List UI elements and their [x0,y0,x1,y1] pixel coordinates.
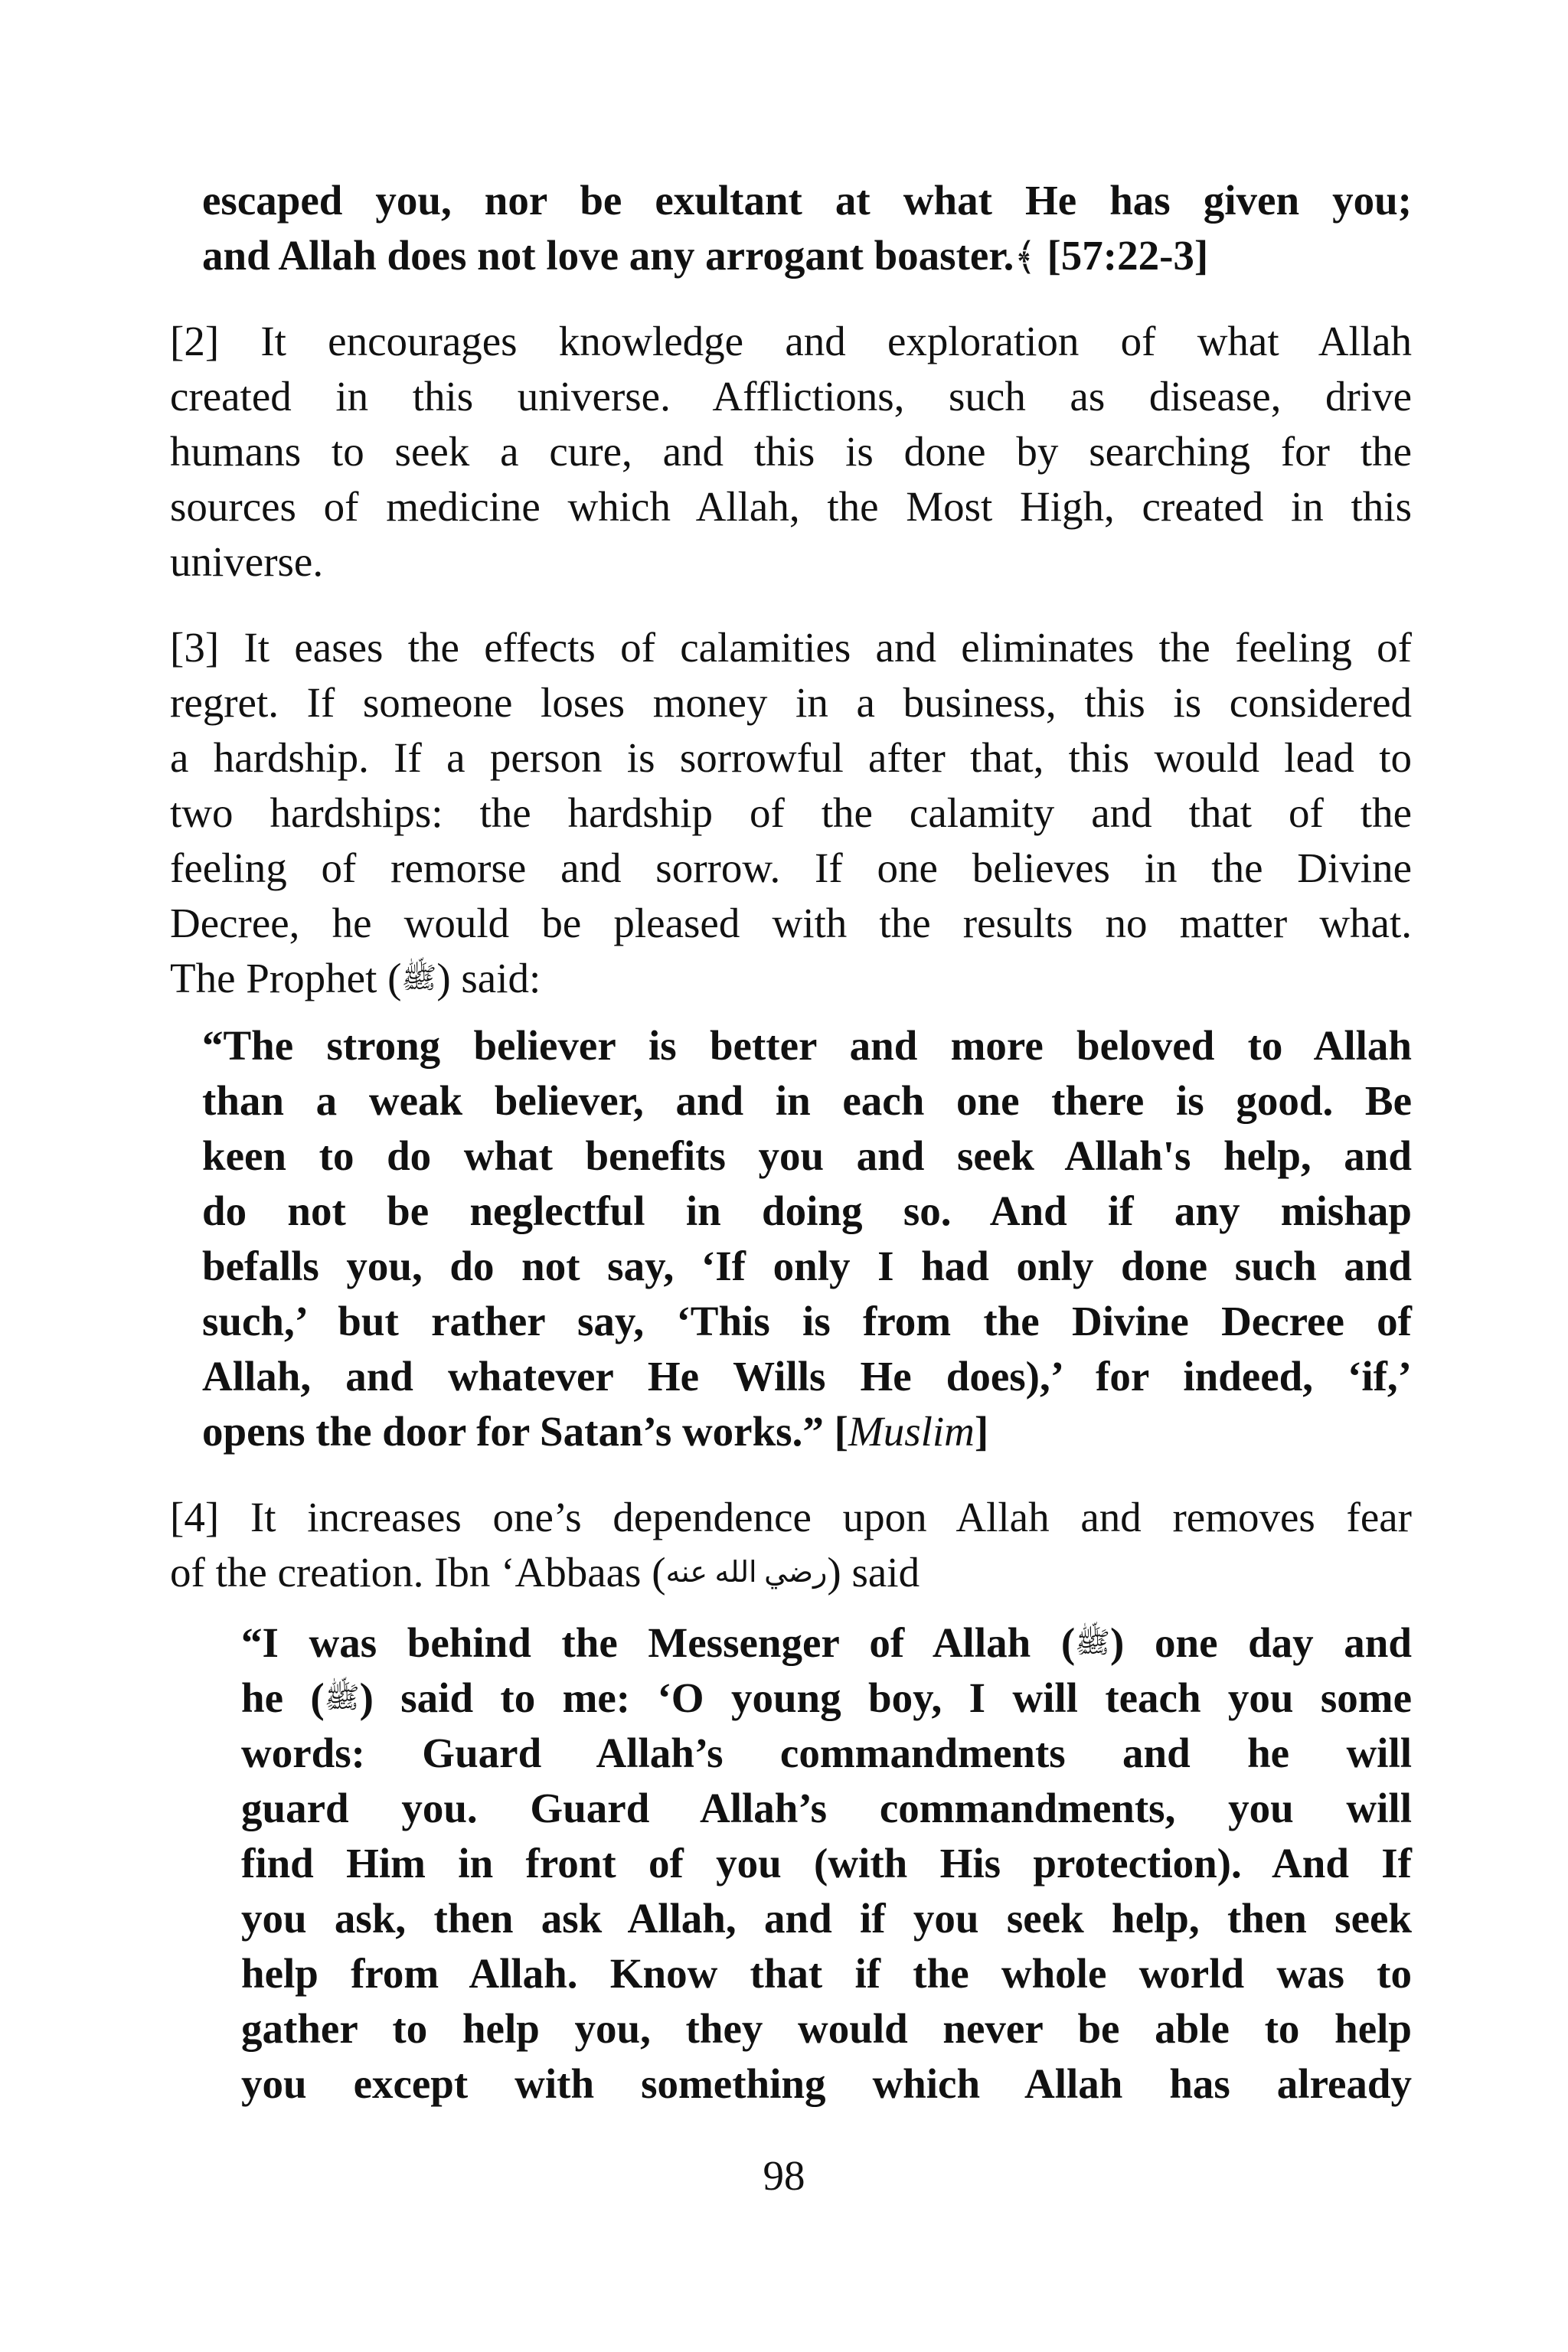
hadith2-line-2-pre: he ( [241,1674,325,1721]
hadith2-line-1 [241,1619,1412,1668]
point3-line-7 [170,954,1412,1003]
hadith2-line-3: words: Guard Allah’s commandments and he will [241,1730,1412,1776]
hadith2-line-9: you except with something which Allah has already [241,2060,1412,2107]
quran-line-2-text: and Allah does not love any arrogant boaster. [202,232,1014,279]
hadith2-line-1-pre: “I was behind the Messenger of Allah ( [241,1619,1076,1666]
hadith2-line-5: find Him in front of you (with His protection). And If [241,1840,1412,1886]
point2-line-1: [2] It encourages knowledge and exploration of what Allah [170,318,1412,364]
hadith1-source: Muslim [848,1408,975,1455]
hadith1-line-3: keen to do what benefits you and seek Allah's help, and [202,1132,1412,1179]
hadith2-line-2 [241,1674,1412,1723]
radiyallahu-honorific-icon: رضي الله عنه [665,1557,828,1589]
hadith1-line-5: befalls you, do not say, ‘If only I had only done such and [202,1243,1412,1289]
point3-line-2: regret. If someone loses money in a business, this is considered [170,679,1412,726]
salawat-honorific-icon: ﷺ [401,962,437,995]
quran-reference: [57:22-3] [1047,232,1209,279]
hadith1-line-6: such,’ but rather say, ‘This is from the Divine Decree of [202,1298,1412,1344]
hadith2-line-2-post: ) said to me: ‘O young boy, I will teach you some [359,1674,1412,1721]
point4-line-2 [170,1548,1412,1597]
hadith1-line-4: do not be neglectful in doing so. And if any mishap [202,1187,1412,1234]
quran-line-2 [202,231,1412,280]
hadith2-line-8: gather to help you, they would never be able to help [241,2005,1412,2052]
hadith1-line-2: than a weak believer, and in each one there is good. Be [202,1077,1412,1124]
point3-line-5: feeling of remorse and sorrow. If one believes in the Divine [170,844,1412,891]
hadith2-line-6: you ask, then ask Allah, and if you seek help, then seek [241,1895,1412,1942]
point4-line-2-post: ) said [827,1549,920,1596]
quran-line-1: escaped you, nor be exultant at what He has given you; [202,177,1412,224]
salawat-honorific-icon: ﷺ [324,1682,360,1714]
point3-line-7-post: ) said: [436,955,541,1001]
point2-line-4: sources of medicine which Allah, the Most High, created in this [170,483,1412,530]
point4-line-2-pre: of the creation. Ibn ‘Abbaas ( [170,1549,666,1596]
point3-line-1: [3] It eases the effects of calamities and eliminates the feeling of [170,624,1412,671]
point3-line-6: Decree, he would be pleased with the results no matter what. [170,900,1412,946]
hadith1-line-8 [202,1407,1412,1456]
point2-line-5: universe. [170,538,324,585]
point2-line-3: humans to seek a cure, and this is done by searching for the [170,428,1412,475]
hadith2-line-7: help from Allah. Know that if the whole world was to [241,1950,1412,1997]
point3-line-4: two hardships: the hardship of the calamity and that of the [170,789,1412,836]
point2-line-2: created in this universe. Afflictions, such as disease, drive [170,373,1412,420]
hadith1-line-8-text: opens the door for Satan’s works.” [ [202,1408,848,1455]
hadith1-line-7: Allah, and whatever He Wills He does),’ for indeed, ‘if,’ [202,1353,1412,1400]
hadith1-line-1: “The strong believer is better and more beloved to Allah [202,1022,1412,1069]
hadith2-line-4: guard you. Guard Allah’s commandments, you will [241,1785,1412,1831]
point3-line-7-pre: The Prophet ( [170,955,402,1001]
point4-line-1: [4] It increases one’s dependence upon Allah and removes fear [170,1494,1412,1540]
page-number: 98 [763,2152,805,2199]
quran-closing-bracket-icon: ﴾ [1014,235,1037,278]
point3-line-3: a hardship. If a person is sorrowful after that, this would lead to [170,734,1412,781]
salawat-honorific-icon: ﷺ [1075,1627,1111,1659]
hadith2-line-1-post: ) one day and [1110,1619,1412,1666]
hadith1-source-close: ] [974,1408,989,1455]
